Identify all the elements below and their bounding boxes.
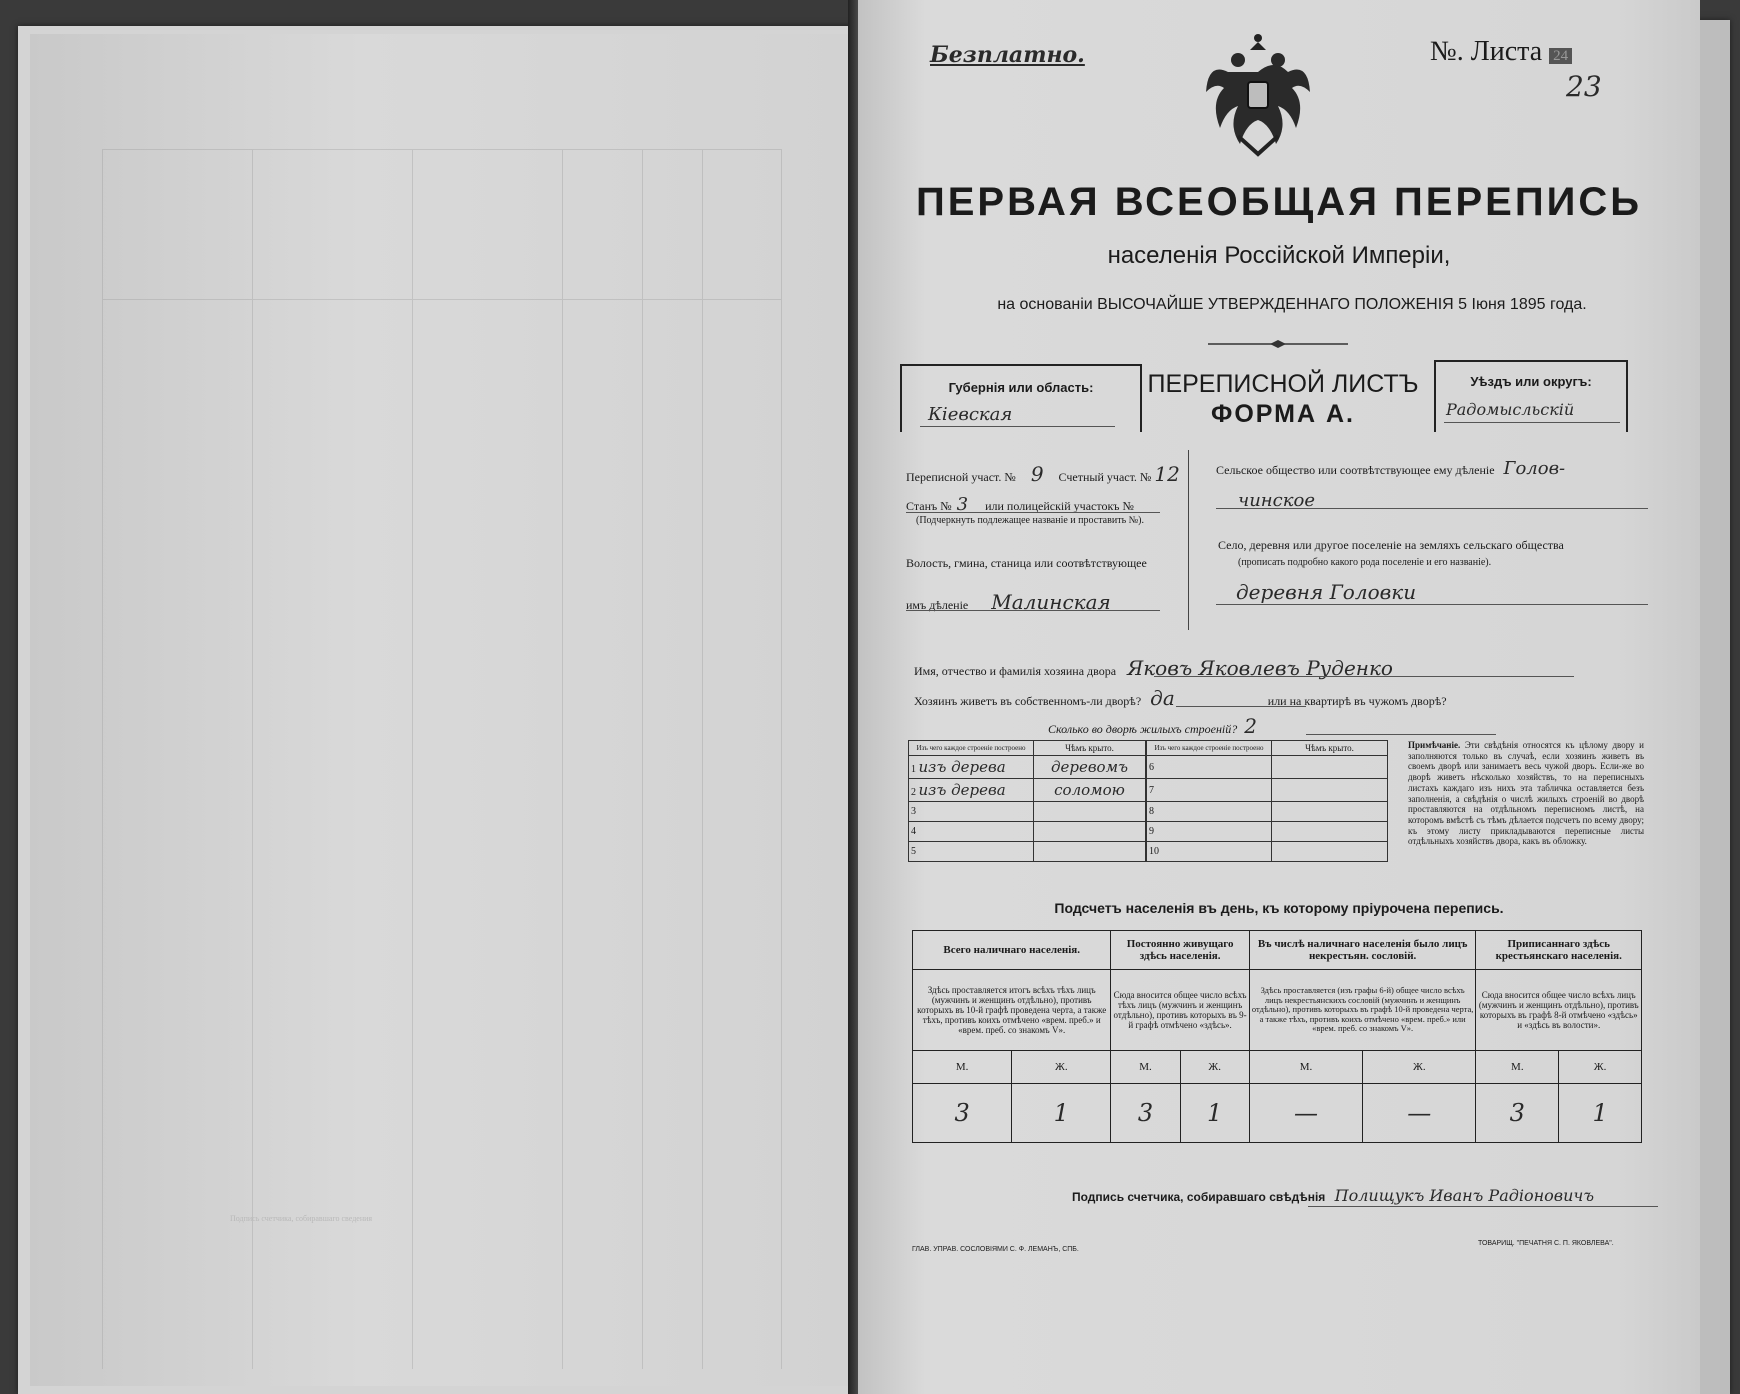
left-page <box>30 34 860 1386</box>
rural-society-field <box>1216 458 1565 479</box>
district-label: Уѣздъ или округъ: <box>1470 374 1592 389</box>
census-form-page <box>858 0 1700 1394</box>
material-header: Изъ чего каждое строеніе построено <box>909 741 1034 756</box>
village-note: (прописать подробно какого рода поселеніе и его названіе). <box>1238 557 1492 568</box>
value-cell: 1 <box>1559 1084 1642 1143</box>
value-cell: 3 <box>1476 1084 1559 1143</box>
value-cell: 1 <box>1180 1084 1249 1143</box>
form-title: ПЕРЕПИСНОЙ ЛИСТЪ <box>1147 370 1419 398</box>
census-district-label: Переписной участ. № <box>906 470 1016 484</box>
rural-society-value-2: чинское <box>1238 490 1315 511</box>
material-cell: изъ дерева <box>918 758 1006 776</box>
value-cell: 3 <box>1111 1084 1180 1143</box>
buildings-table-right: Изъ чего каждое строеніе построено Чѣмъ крыто. 6 7 8 9 10 <box>1146 740 1388 862</box>
underline-note: (Подчеркнуть подлежащее названіе и проставить №). <box>916 515 1144 526</box>
table-row: Здѣсь проставляется итогъ всѣхъ тѣхъ лицъ (мужчинъ и женщинъ отдѣльно), противъ которыхъ въ 10-й графѣ проведена черта, а также тѣхъ, противъ коихъ отмѣчено «врем. преб.» и «врем. преб. со знакомъ V». Сюда вносится общее число всѣхъ тѣхъ лицъ (мужчинъ и женщинъ отдѣльно), противъ которыхъ въ 9-й графѣ отмѣчено «здѣсь». Здѣсь проставляется (изъ графы 6-й) общее число всѣхъ лицъ некрестьянскихъ сословій (мужчинъ и женщинъ отдѣльно), противъ которыхъ въ графѣ 10-й проведена черта, а также тѣхъ, противъ коихъ отмѣчено «врем. преб.» или «врем. преб. со знакомъ V». Сюда вносится общее число всѣхъ лицъ (мужчинъ и женщинъ отдѣльно), противъ которыхъ въ графѣ 8-й отмѣчено «здѣсь» и «здѣсь въ волости». <box>913 970 1642 1051</box>
count-district-label: Счетный участ. № <box>1058 470 1152 484</box>
province-box <box>900 364 1142 432</box>
sheet-number-handwritten: 23 <box>1566 70 1602 103</box>
police-label: или полицейскій участокъ № <box>985 499 1134 513</box>
material-cell: изъ дерева <box>918 781 1006 799</box>
province-value: Кіевская <box>928 404 1013 425</box>
value-cell: 1 <box>1012 1084 1111 1143</box>
table-row <box>913 1084 1642 1143</box>
table-row: 3 <box>909 802 1146 822</box>
signature-label: Подпись счетчика, собиравшаго свѣдѣнія <box>1072 1190 1326 1204</box>
sheet-number-struck: 24 <box>1549 48 1572 64</box>
village-label: Село, деревня или другое поселеніе на земляхъ сельскаго общества <box>1218 538 1564 552</box>
table-row: 2 изъ дерева соломою <box>909 779 1146 802</box>
rural-society-value-1: Голов- <box>1503 458 1566 479</box>
value-cell: 3 <box>913 1084 1012 1143</box>
bleed-through-text: Подпись счетчика, собиравшаго сведения <box>230 1214 373 1223</box>
note-text: Эти свѣдѣнія относятся къ цѣлому двору и заполняются только въ случаѣ, если хозяинъ живетъ въ своемъ дворѣ или занимаетъ весь чужой дворъ. Если-же во дворѣ живетъ нѣсколько хозяйствъ, то на переписныхъ листахъ каждаго изъ нихъ эта табличка оставляется безъ заполненія, а свѣдѣнія о числѣ жилыхъ строеній во дворѣ проставляются на отдѣльномъ переписномъ листѣ, на которомъ вмѣстѣ съ тѣмъ дѣлается подсчетъ по всему двору; къ этому листу прикладываются переписные листы отдѣльныхъ хозяйствъ двора, какъ въ обложку. <box>1408 740 1644 847</box>
table-row: 7 <box>1147 779 1388 802</box>
buildings-value: 2 <box>1244 714 1258 738</box>
printer-right: ТОВАРИЩ. "ПЕЧАТНЯ С. П. ЯКОВЛЕВА". <box>1478 1240 1614 1247</box>
stan-label: Станъ № <box>906 499 952 513</box>
lives-other-label: или на квартирѣ въ чужомъ дворѣ? <box>1267 694 1447 708</box>
table-row: 8 <box>1147 802 1388 822</box>
form-letter: ФОРМА А. <box>1211 400 1355 428</box>
form-main-title: ПЕРВАЯ ВСЕОБЩАЯ ПЕРЕПИСЬ <box>916 180 1642 224</box>
double-eagle-emblem <box>1203 32 1313 160</box>
form-subtitle: населенія Россійской Имперіи, <box>1107 242 1451 269</box>
field-column-divider <box>1188 450 1189 630</box>
roof-cell: соломою <box>1034 779 1146 802</box>
buildings-count-field <box>1048 714 1257 738</box>
bleed-through-grid <box>102 149 782 1369</box>
note-heading: Примѣчаніе. <box>1408 740 1461 750</box>
buildings-label: Сколько во дворѣ жилыхъ строеній? <box>1048 722 1238 736</box>
table-row: 10 <box>1147 842 1388 862</box>
printer-left: ГЛАВ. УПРАВ. СОСЛОВІЯМИ С. Ф. ЛЕМАНЪ, СПБ. <box>912 1246 1079 1253</box>
stan-value: 3 <box>956 494 969 515</box>
village-value: деревня Головки <box>1236 580 1417 604</box>
district-box <box>1434 360 1628 432</box>
count-district-value: 12 <box>1154 462 1180 486</box>
free-label: Безплатно. <box>930 42 1085 68</box>
table-row: 6 <box>1147 756 1388 779</box>
signature-value: Полищукъ Иванъ Радіоновичъ <box>1334 1186 1595 1205</box>
value-cell: — <box>1249 1084 1362 1143</box>
roof-header: Чѣмъ крыто. <box>1034 741 1146 756</box>
owner-value: Яковъ Яковлевъ Руденко <box>1127 656 1393 680</box>
volost-label-line2: имъ дѣленіе <box>906 598 969 612</box>
form-box <box>1138 364 1428 430</box>
census-district-field <box>906 462 1180 486</box>
table-row: М. Ж. М. Ж. М. Ж. М. Ж. <box>913 1051 1642 1084</box>
table-row: 1 изъ дерева деревомъ <box>909 756 1146 779</box>
table-row: 5 <box>909 842 1146 862</box>
population-table <box>912 930 1642 1143</box>
buildings-table-left <box>908 740 1146 862</box>
owner-label: Имя, отчество и фамилія хозяина двора <box>914 664 1117 678</box>
volost-value: Малинская <box>991 590 1111 614</box>
roof-cell: деревомъ <box>1034 756 1146 779</box>
population-heading: Подсчетъ населенія въ день, къ которому пріурочена перепись. <box>1054 900 1504 916</box>
volost-label-line1: Волость, гмина, станица или соотвѣтствующее <box>906 556 1147 570</box>
district-value: Радомысльскій <box>1446 400 1575 419</box>
census-district-value: 9 <box>1030 462 1044 486</box>
value-cell: — <box>1363 1084 1476 1143</box>
table-row: 4 <box>909 822 1146 842</box>
province-label: Губернія или область: <box>948 380 1094 395</box>
form-basis: на основаніи ВЫСОЧАЙШЕ УТВЕРЖДЕННАГО ПОЛОЖЕНІЯ 5 Іюня 1895 года. <box>997 296 1587 313</box>
table-row: 9 <box>1147 822 1388 842</box>
sheet-number <box>1430 36 1572 68</box>
table-header-row: Всего наличнаго населенія. Постоянно живущаго здѣсь населенія. Въ числѣ наличнаго населенія было лицъ некрестьян. сословій. Приписаннаго здѣсь крестьянскаго населенія. <box>913 931 1642 970</box>
rural-society-label: Сельское общество или соотвѣтствующее ему дѣленіе <box>1216 463 1495 477</box>
signature-field <box>1072 1186 1594 1205</box>
ornament-divider <box>1208 336 1348 346</box>
lives-own-label: Хозяинъ живетъ въ собственномъ-ли дворѣ? <box>914 694 1142 708</box>
lives-own-value: да <box>1150 686 1175 710</box>
sheet-number-label: №. Листа <box>1430 36 1543 67</box>
note-block <box>1408 740 1644 847</box>
